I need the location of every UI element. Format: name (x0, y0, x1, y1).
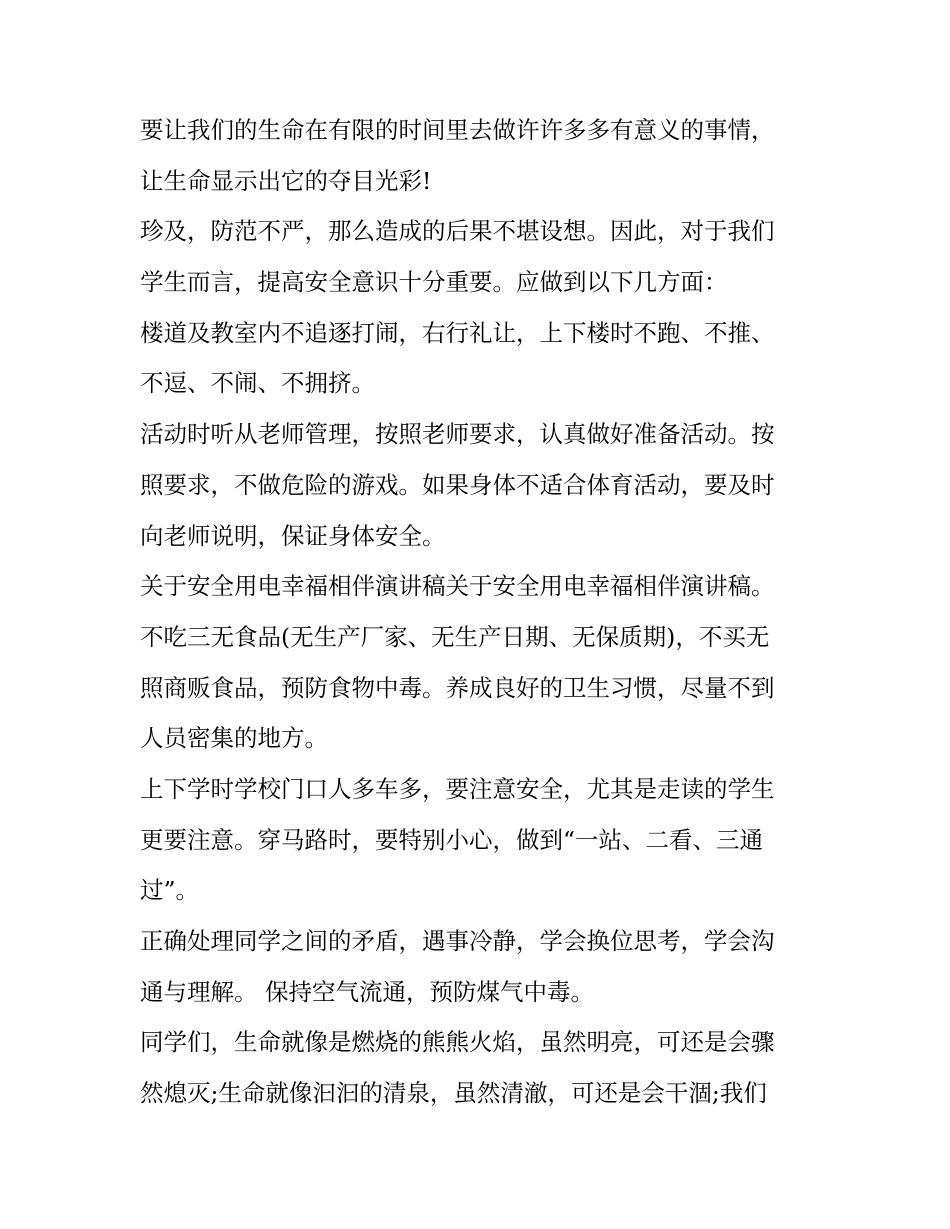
text-line: 让生命显示出它的夺目光彩! (140, 166, 432, 195)
text-line: 过”。 (140, 876, 200, 905)
text-line: 正确处理同学之间的矛盾，遇事冷静，学会换位思考，学会沟 (140, 927, 775, 955)
text-line: 向老师说明，保证身体安全。 (140, 521, 446, 550)
text-line: 学生而言，提高安全意识十分重要。应做到以下几方面： (140, 268, 728, 297)
text-line: 上下学时学校门口人多车多，要注意安全，尤其是走读的学生 (140, 774, 775, 803)
text-line: 同学们，生命就像是燃烧的熊熊火焰，虽然明亮，可还是会骤 (140, 1028, 775, 1057)
text-line: 楼道及教室内不追逐打闹，右行礼让，上下楼时不跑、不推、 (140, 318, 775, 347)
text-line: 更要注意。穿马路时，要特别小心，做到“一站、二看、三通 (140, 825, 764, 854)
document-body (140, 105, 820, 1119)
text-line: 人员密集的地方。 (140, 724, 328, 753)
text-line: 珍及，防范不严，那么造成的后果不堪设想。因此，对于我们 (140, 217, 775, 246)
text-line: 要让我们的生命在有限的时间里去做许许多多有意义的事情， (140, 116, 775, 144)
text-line: 活动时听从老师管理，按照老师要求，认真做好准备活动。按 (140, 420, 775, 449)
text-line: 然熄灭;生命就像汩汩的清泉，虽然清澈，可还是会干涸;我们 (140, 1079, 767, 1108)
text-line: 照要求，不做危险的游戏。如果身体不适合体育活动，要及时 (140, 470, 775, 499)
text-line: 不逗、不闹、不拥挤。 (140, 369, 375, 398)
text-line: 照商贩食品，预防食物中毒。养成良好的卫生习惯，尽量不到 (140, 673, 775, 702)
text-line: 不吃三无食品(无生产厂家、无生产日期、无保质期)，不买无 (140, 622, 770, 651)
text-line: 关于安全用电幸福相伴演讲稿关于安全用电幸福相伴演讲稿。 (140, 572, 775, 601)
text-line: 通与理解。 保持空气流通，预防煤气中毒。 (140, 977, 594, 1006)
